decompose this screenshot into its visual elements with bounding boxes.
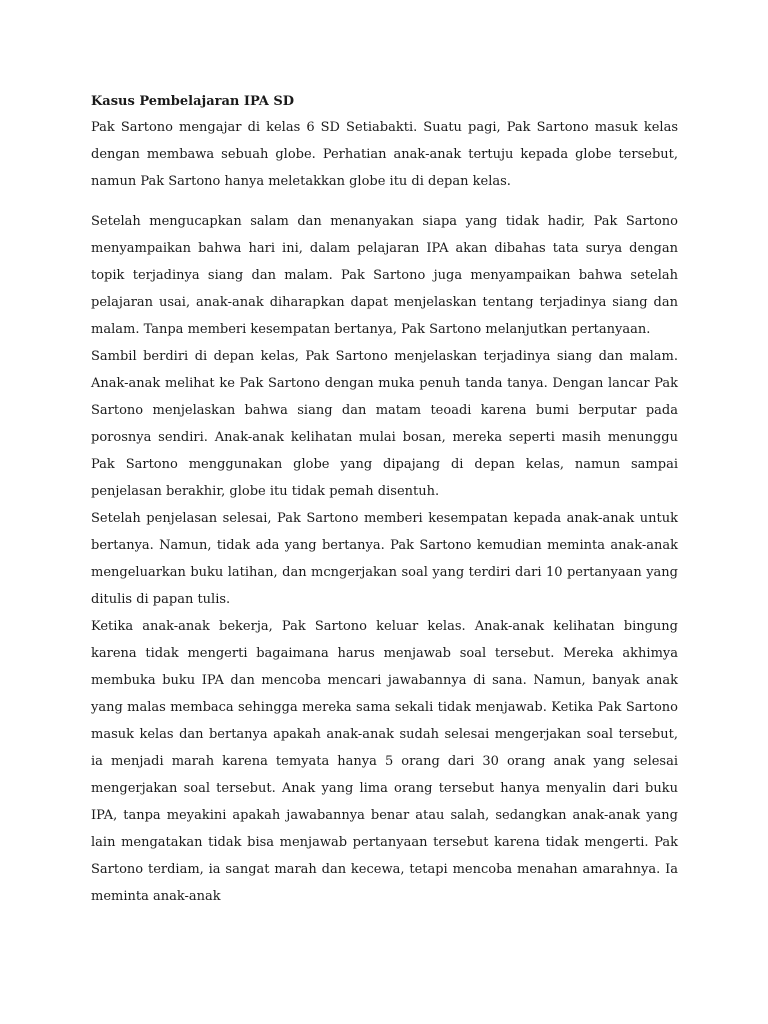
paragraph-2: Setelah mengucapkan salam dan menanyakan siapa yang tidak hadir, Pak Sartono menyampaikan bahwa hari ini, dalam pelajaran IPA akan dibahas tata surya dengan topik terjadinya siang dan malam. Pak Sartono juga menyampaikan bahwa setelah pelajaran usai, anak-anak diharapkan dapat menjelaskan tentang terjadinya siang dan malam. Tanpa memberi kesempatan bertanya, Pak Sartono melanjutkan pertanyaan. bbox=[91, 214, 678, 337]
document-page bbox=[91, 90, 678, 910]
paragraph-4: Setelah penjelasan selesai, Pak Sartono memberi kesempatan kepada anak-anak untuk bertanya. Namun, tidak ada yang bertanya. Pak Sartono kemudian meminta anak-anak mengeluarkan buku latihan, dan mcngerjakan soal yang terdiri dari 10 pertanyaan yang ditulis di papan tulis. bbox=[91, 511, 678, 607]
paragraph-gap bbox=[91, 195, 678, 208]
document-title: Kasus Pembelajaran IPA SD bbox=[91, 94, 295, 109]
paragraph-5: Ketika anak-anak bekerja, Pak Sartono keluar kelas. Anak-anak kelihatan bingung karena tidak mengerti bagaimana harus menjawab soal tersebut. Mereka akhimya membuka buku IPA dan mencoba mencari jawabannya di sana. Namun, banyak anak yang malas membaca sehingga mereka sama sekali tidak menjawab. Ketika Pak Sartono masuk kelas dan bertanya apakah anak-anak sudah selesai mengerjakan soal tersebut, ia menjadi marah karena temyata hanya 5 orang dari 30 orang anak yang selesai mengerjakan soal tersebut. Anak yang lima orang tersebut hanya menyalin dari buku IPA, tanpa meyakini apakah jawabannya benar atau salah, sedangkan anak-anak yang lain mengatakan tidak bisa menjawab pertanyaan tersebut karena tidak mengerti. Pak Sartono terdiam, ia sangat marah dan kecewa, tetapi mencoba menahan amarahnya. Ia meminta anak-anak bbox=[91, 619, 678, 904]
paragraph-3: Sambil berdiri di depan kelas, Pak Sartono menjelaskan terjadinya siang dan malam. Anak-anak melihat ke Pak Sartono dengan muka penuh tanda tanya. Dengan lancar Pak Sartono menjelaskan bahwa siang dan matam teoadi karena bumi berputar pada porosnya sendiri. Anak-anak kelihatan mulai bosan, mereka seperti masih menunggu Pak Sartono menggunakan globe yang dipajang di depan kelas, namun sampai penjelasan berakhir, globe itu tidak pemah disentuh. bbox=[91, 349, 678, 499]
paragraph-1: Pak Sartono mengajar di kelas 6 SD Setiabakti. Suatu pagi, Pak Sartono masuk kelas dengan membawa sebuah globe. Perhatian anak-anak tertuju kepada globe tersebut, namun Pak Sartono hanya meletakkan globe itu di depan kelas. bbox=[91, 120, 678, 189]
